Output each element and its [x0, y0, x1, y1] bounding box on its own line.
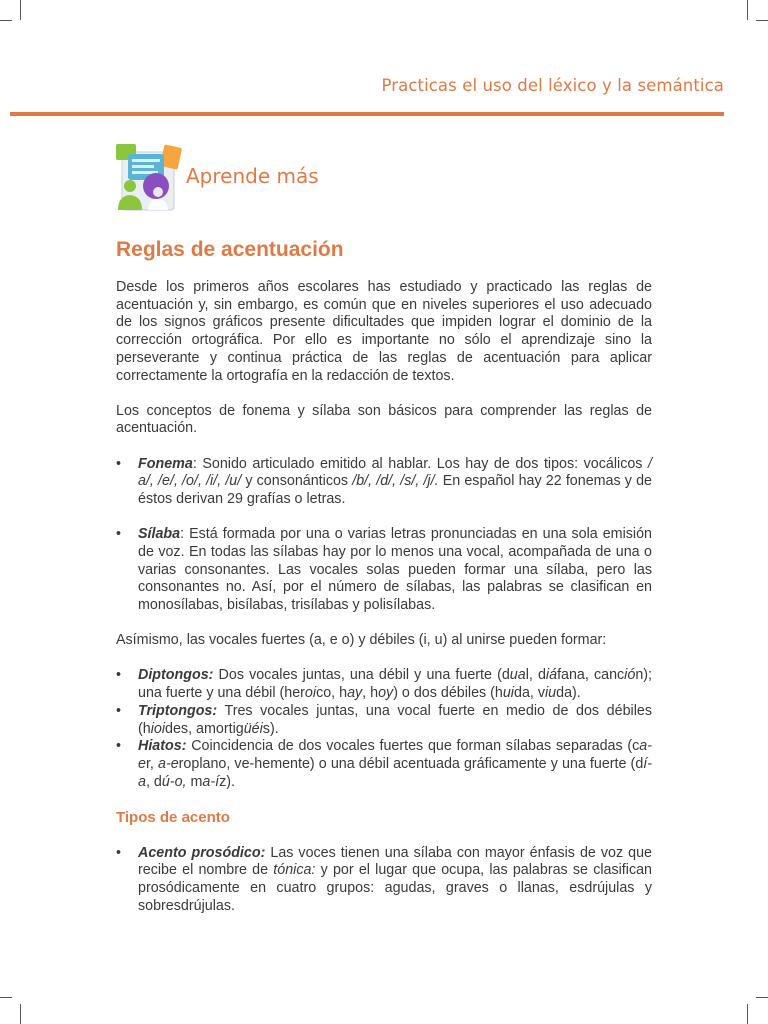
text: r,	[145, 755, 158, 772]
section-title: Reglas de acentuación	[116, 238, 344, 261]
text: da).	[556, 685, 581, 702]
running-header: Practicas el uso del léxico y la semántica	[381, 76, 724, 95]
example: a-e	[158, 755, 179, 772]
term-triptongos: Triptongos:	[138, 702, 218, 719]
term-tonica: tónica:	[273, 862, 316, 879]
text: m	[186, 773, 203, 790]
aprende-mas-heading: Aprende más	[186, 164, 319, 188]
crop-mark	[756, 997, 768, 998]
text: s).	[262, 720, 279, 737]
list-item-hiatos	[116, 738, 652, 791]
crop-mark	[747, 0, 748, 20]
concepts-paragraph: Los conceptos de fonema y sílaba son básicos para comprender las reglas de acentuación.	[116, 402, 652, 437]
example: ui	[502, 685, 514, 702]
text: : Está formada por una o varias letras pronunciadas en una sola emisión de voz. En todas las sílabas hay por lo menos una vocal, acompañada de una o varias consonantes. Las vocales solas pueden formar una sílaba, pero las consonantes no. Así, por el número de sílabas, las palabras se clasifican en monosílabas, bisílabas, trisílabas y polisílabas.	[138, 526, 652, 614]
text: ) o dos débiles (h	[393, 685, 503, 702]
vowels-paragraph: Asímismo, las vocales fuertes (a, e o) y débiles (i, u) al unirse pueden formar:	[116, 632, 607, 649]
list-item-diptongos	[116, 667, 652, 702]
crop-mark	[756, 20, 768, 21]
crop-mark	[0, 997, 12, 998]
term-acento-prosodico: Acento prosódico:	[138, 844, 266, 861]
body-text	[116, 279, 652, 933]
example: üéi	[243, 720, 263, 737]
learning-icon	[114, 140, 182, 212]
term-fonema: Fonema	[138, 455, 193, 472]
crop-mark	[0, 20, 12, 21]
text: co, h	[316, 685, 348, 702]
text: y consonánticos	[241, 473, 353, 490]
text: des, amortig	[165, 720, 244, 737]
text: Las voces tienen una sílaba con mayor énfasis de voz que recibe el nombre de	[138, 844, 652, 879]
concepts-list	[116, 456, 652, 615]
intro-paragraph: Desde los primeros años escolares has estudiado y practicado las reglas de acentuación y, sin embargo, es común que en niveles superiores el uso adecuado de los signos gráficos presente dificultades que impiden lograr el dominio de la corrección ortográfica. Por ello es importante no sólo el aprendizaje sino la perseverante y continua práctica de las reglas de acentuación para aplicar correctamente la ortografía en la redacción de textos.	[116, 279, 652, 384]
list-item-silaba	[116, 526, 652, 615]
example: ay	[347, 685, 363, 702]
list-item-fonema	[116, 456, 652, 509]
list-item-acento-prosodico	[116, 845, 652, 916]
text: Coincidencia de dos vocales fuertes que forman sílabas separadas (c	[186, 738, 640, 755]
text: En español hay 22 fonemas y de éstos derivan 29 grafías o letras.	[138, 473, 653, 508]
text: , h	[362, 685, 379, 702]
text: roplano, ve-hemente) o una débil acentuada gráficamente y una fuerte (d	[178, 755, 644, 772]
tipos-de-acento-heading: Tipos de acento	[116, 808, 230, 826]
term-hiatos: Hiatos:	[138, 738, 187, 755]
example: oi	[304, 685, 317, 702]
example: ioi	[150, 720, 166, 737]
term-silaba: Sílaba	[138, 526, 181, 543]
header-divider	[10, 112, 724, 116]
consonant-phonemes: /b/, /d/, /s/, /j/.	[352, 473, 439, 490]
text: : Sonido articulado emitido al hablar. Los hay de dos tipos: vocálicos	[192, 455, 649, 472]
accent-types-list	[116, 845, 652, 916]
text: Dos vocales juntas, una débil y una fuerte (d	[213, 667, 510, 684]
example: í-a	[138, 755, 652, 790]
vowel-combinations-list	[116, 667, 652, 791]
crop-mark	[20, 0, 21, 20]
text: n); una fuerte y una débil (her	[138, 667, 652, 702]
example: a-e	[138, 738, 652, 772]
list-item-triptongos	[116, 703, 652, 738]
text: l, d	[525, 667, 546, 684]
example: ú-o,	[161, 773, 187, 790]
text: y por el lugar que ocupa, las palabras se clasifican prosódicamente en cuatro grupos: agudas, graves o llanas, esdrújulas y sobresdrújulas.	[138, 862, 652, 914]
example: ua	[509, 667, 526, 684]
text: z).	[219, 773, 235, 790]
text: , d	[145, 773, 162, 790]
example: oy	[378, 685, 394, 702]
example: a-í	[202, 773, 220, 790]
example: ió	[624, 667, 636, 684]
crop-mark	[747, 1004, 748, 1024]
example: iu	[545, 685, 557, 702]
text: Tres vocales juntas, una vocal fuerte en medio de dos débiles (h	[138, 702, 652, 737]
example: iá	[545, 667, 558, 684]
text: da, v	[514, 685, 545, 702]
text: fana, canc	[557, 667, 625, 684]
vowel-phonemes: / a/, /e/, /o/, /i/, /u/	[138, 455, 652, 490]
crop-mark	[20, 1004, 21, 1024]
term-diptongos: Diptongos:	[138, 667, 214, 684]
